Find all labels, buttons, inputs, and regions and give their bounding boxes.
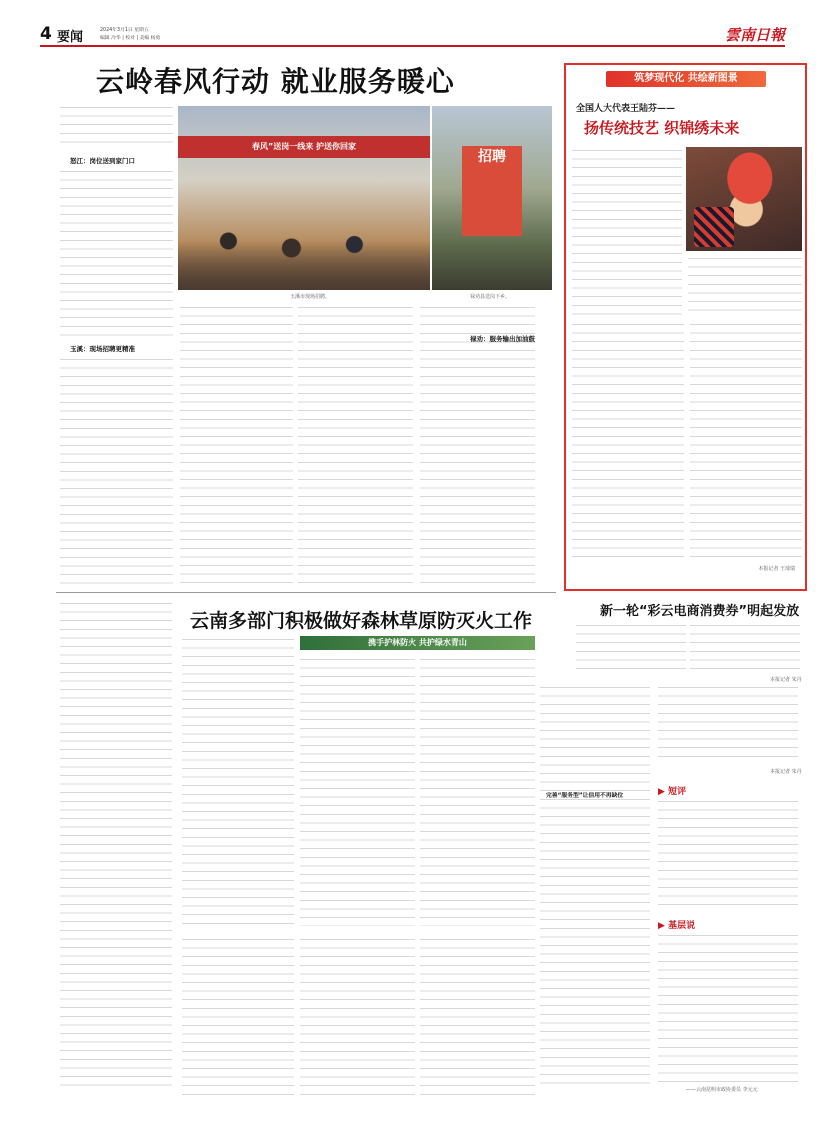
lower-text-col-a <box>182 936 294 1096</box>
lead-text-col1-mid <box>60 168 173 338</box>
arrow-icon: ▶ <box>658 787 669 797</box>
newspaper-logo: 雲南日報 <box>724 26 785 44</box>
feature-byline: 本报记者 王琦瑞 <box>758 566 795 572</box>
feature-text-col2 <box>690 321 802 559</box>
ecommerce-byline: 本报记者 朱丹 <box>770 677 802 683</box>
lead-photo-left <box>178 106 430 290</box>
forest-text-col1 <box>182 636 294 926</box>
page-number: 4 <box>40 24 52 44</box>
lower-left-col <box>60 600 172 1090</box>
grassroots-label: 基层说 <box>668 921 696 931</box>
lower-text-col-c <box>420 936 535 1096</box>
section-name: 要闻 <box>57 30 84 45</box>
forest-banner: 携手护林防火 共护绿水青山 <box>300 636 535 650</box>
grassroots-text <box>658 932 798 1082</box>
lead-text-col2 <box>180 304 293 586</box>
lead-photo-right <box>432 106 552 290</box>
grassroots-heading <box>658 918 695 931</box>
ecommerce-text-col1 <box>576 622 686 672</box>
editors: 编辑 冷华 | 校对 | 美编 杨勇 <box>100 36 161 41</box>
feature-banner: 筑梦现代化 共绘新图景 <box>606 71 766 87</box>
recruit-board: 招聘 <box>462 146 522 236</box>
forest-text-col2 <box>300 656 415 926</box>
lead-caption-right: 禄劝县送岗下乡。 <box>470 294 511 300</box>
issue-date: 2024年3月1日 星期五 <box>100 28 149 33</box>
embroidery-pattern <box>694 207 734 247</box>
lower-text-col-b <box>300 936 415 1096</box>
lead-caption-left: 玉溪市现场招聘。 <box>290 294 331 300</box>
short-comment-heading <box>658 784 686 797</box>
forest-headline: 云南多部门积极做好森林草原防灭火工作 <box>190 610 533 632</box>
ecommerce-text-col2 <box>690 622 800 672</box>
photo-banner-red: 春风”送岗一线来 护送你回家 <box>178 136 430 158</box>
feature-kicker: 全国人大代表王陆芬—— <box>576 104 676 114</box>
lead-text-col3 <box>298 304 413 586</box>
feature-headline: 扬传统技艺 织锦绣未来 <box>584 119 740 137</box>
short-news-byline: 本报记者 朱丹 <box>770 769 802 775</box>
lead-text-col1-bottom <box>60 356 173 586</box>
section-divider <box>56 592 556 593</box>
feature-portrait <box>686 147 802 251</box>
lead-subhead-1: 怒江：岗位送到家门口 <box>70 157 135 165</box>
forest-bottom-subhead: 完善“服务型”让信用不再缺位 <box>546 793 624 799</box>
feature-box <box>564 63 807 591</box>
lead-text-col1-top <box>60 104 173 150</box>
feature-text-right <box>688 255 802 317</box>
masthead-rule <box>40 45 785 47</box>
lead-subhead-2: 玉溪：现场招聘更精准 <box>70 345 135 353</box>
right-mid-col <box>540 684 650 1084</box>
arrow-icon-2: ▶ <box>658 921 669 931</box>
lead-headline: 云岭春风行动 就业服务暖心 <box>96 65 455 98</box>
ecommerce-headline: 新一轮“彩云电商消费券”明起发放 <box>600 604 800 619</box>
lead-text-col4 <box>420 304 535 586</box>
forest-text-col3 <box>420 656 535 926</box>
short-comment-label: 短评 <box>668 787 687 797</box>
crowd-shape <box>178 220 430 290</box>
short-news-top <box>658 684 798 764</box>
short-comment-text <box>658 798 798 910</box>
feature-text-top <box>572 147 682 317</box>
lead-subhead-4: 禄劝：服务输出加油鼓 <box>470 335 535 343</box>
grassroots-footer: ——云南昆明市政协委员 李元元 <box>686 1087 758 1093</box>
masthead <box>40 24 785 44</box>
feature-text-col1 <box>572 321 684 559</box>
